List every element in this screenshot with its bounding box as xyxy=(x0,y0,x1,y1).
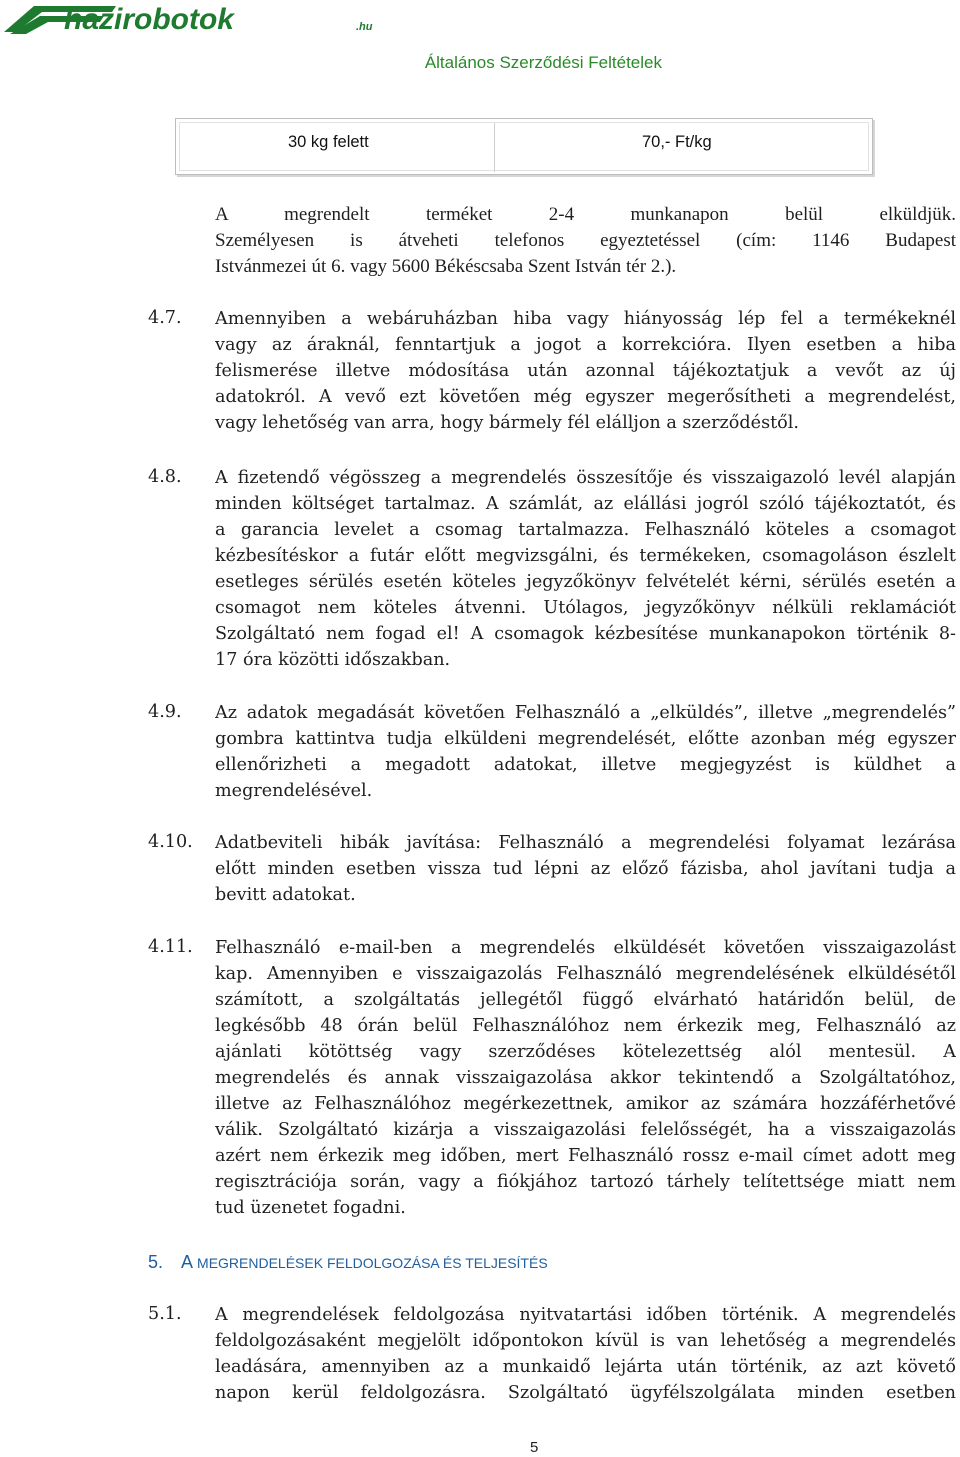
text-line: leadására, amennyiben az a munkaidő lejárta után történik, az azt követő xyxy=(215,1357,956,1377)
table-column-divider xyxy=(494,123,495,172)
text-line: Amennyiben a webáruházban hiba vagy hiányosság lép fel a termékeknél xyxy=(215,309,956,329)
clause-4-7 xyxy=(215,306,956,436)
text-line: feldolgozásaként megjelölt időpontokon kívül is van lehetőség a megrendelés xyxy=(215,1331,956,1351)
clause-number: 4.7. xyxy=(148,308,182,328)
text-line: ellenőrizheti a megadott adatokat, illetve megjegyzést is küldhet a xyxy=(215,755,956,775)
text-line: napon kerül feldolgozásra. Szolgáltató ügyfélszolgálata minden esetben xyxy=(215,1383,956,1403)
text-line: a garancia levelet a csomag tartalmazza. Felhasználó köteles a csomagot xyxy=(215,520,956,540)
text-line: kap. Amennyiben e visszaigazolás Felhasználó megrendelésének elküldésétől xyxy=(215,964,956,984)
text-line: tud üzenetet fogadni. xyxy=(215,1198,406,1218)
text-line: előtt minden esetben vissza tud lépni az előző fázisba, ahol javítani tudja a xyxy=(215,859,956,879)
text-line: 17 óra közötti időszakban. xyxy=(215,650,451,670)
text-line: adatokról. A vevő ezt követően még egyszer megerősítheti a megrendelést, xyxy=(215,387,956,407)
text-line: A megrendelések feldolgozása nyitvatartási időben történik. A megrendelés xyxy=(215,1305,956,1325)
text-line: A megrendelt terméket 2-4 munkanapon belül elküldjük. xyxy=(215,204,956,225)
delivery-paragraph xyxy=(215,202,956,280)
document-title: Általános Szerződési Feltételek xyxy=(424,53,662,72)
logo-text: házirobotok xyxy=(64,3,234,36)
clause-number: 4.11. xyxy=(148,937,193,957)
clause-number: 4.8. xyxy=(148,467,182,487)
text-line: válik. Szolgáltató kizárja a visszaigazolási felelősségét, ha a visszaigazolás xyxy=(215,1120,956,1140)
text-line: Felhasználó e-mail-ben a megrendelés elküldését követően visszaigazolást xyxy=(215,938,956,958)
section-heading xyxy=(148,1252,548,1273)
price-cell: 70,- Ft/kg xyxy=(642,133,712,151)
table-inner-border xyxy=(179,122,869,171)
section-number: 5. xyxy=(148,1252,164,1272)
text-line: Istvánmezei út 6. vagy 5600 Békéscsaba Szent István tér 2.). xyxy=(215,256,677,277)
clause-number: 5.1. xyxy=(148,1304,182,1324)
section-title xyxy=(181,1252,548,1273)
text-line: gombra kattintva tudja elküldeni megrendelését, előtte azonban még egyszer xyxy=(215,729,956,749)
text-line: azért nem érkezik meg időben, mert Felhasználó rossz e-mail címet adott meg xyxy=(215,1146,956,1166)
text-line: A fizetendő végösszeg a megrendelés összesítője és visszaigazoló levél alapján xyxy=(215,468,956,488)
weight-cell: 30 kg felett xyxy=(288,133,369,151)
clause-number: 4.10. xyxy=(148,832,193,852)
text-line: illetve az Felhasználóhoz megérkezettnek, amikor az számára hozzáférhetővé xyxy=(215,1094,956,1114)
section-title-initial: A xyxy=(181,1252,193,1272)
text-line: Szolgáltató nem fogad el! A csomagok kézbesítése munkanapokon történik 8- xyxy=(215,624,956,644)
clause-4-11 xyxy=(215,935,956,1221)
text-line: esetleges sérülés esetén köteles jegyzőkönyv felvételét kérni, sérülés esetén a xyxy=(215,572,956,592)
text-line: számított, a szolgáltatás jellegétől függő elvárható határidőn belül, de xyxy=(215,990,956,1010)
brand-logo[interactable] xyxy=(4,2,384,36)
page-number: 5 xyxy=(530,1439,539,1456)
clause-4-10 xyxy=(215,830,956,908)
text-line: kézbesítéskor a futár előtt megvizsgálni, és termékeken, csomagoláson észlelt xyxy=(215,546,956,566)
text-line: legkésőbb 48 órán belül Felhasználóhoz nem érkezik meg, Felhasználó az xyxy=(215,1016,956,1036)
clause-4-8 xyxy=(215,465,956,673)
text-line: ajánlati kötöttség vagy szerződéses kötelezettség alól mentesül. A xyxy=(215,1042,956,1062)
logo-suffix: .hu xyxy=(356,21,373,33)
text-line: felismerése illetve módosítása után azonnal tájékoztatjuk a vevőt az új xyxy=(215,361,956,381)
text-line: csomagot nem köteles átvenni. Utólagos, jegyzőkönyv nélküli reklamációt xyxy=(215,598,956,618)
text-line: minden költséget tartalmaz. A számlát, az elállási jogról szóló tájékoztatót, és xyxy=(215,494,956,514)
clause-5-1 xyxy=(215,1302,956,1406)
text-line: Adatbeviteli hibák javítása: Felhasználó a megrendelési folyamat lezárása xyxy=(215,833,956,853)
clause-number: 4.9. xyxy=(148,702,182,722)
text-line: vagy az áraknál, fenntartjuk a jogot a korrekcióra. Ilyen esetben a hiba xyxy=(215,335,956,355)
section-title-rest: MEGRENDELÉSEK FELDOLGOZÁSA ÉS TELJESÍTÉS xyxy=(197,1255,548,1271)
text-line: Személyesen is átveheti telefonos egyeztetéssel (cím: 1146 Budapest xyxy=(215,230,956,251)
text-line: megrendelésével. xyxy=(215,781,373,801)
shipping-rate-table xyxy=(175,118,873,175)
text-line: bevitt adatokat. xyxy=(215,885,356,905)
text-line: vagy lehetőség van arra, hogy bármely fél elálljon a szerződéstől. xyxy=(215,413,799,433)
text-line: regisztrációja során, vagy a fiókjához tartozó tárhely telítettsége miatt nem xyxy=(215,1172,956,1192)
text-line: megrendelés és annak visszaigazolása akkor tekintendő a Szolgáltatóhoz, xyxy=(215,1068,956,1088)
text-line: Az adatok megadását követően Felhasználó a „elküldés”, illetve „megrendelés” xyxy=(215,703,956,723)
clause-4-9 xyxy=(215,700,956,804)
